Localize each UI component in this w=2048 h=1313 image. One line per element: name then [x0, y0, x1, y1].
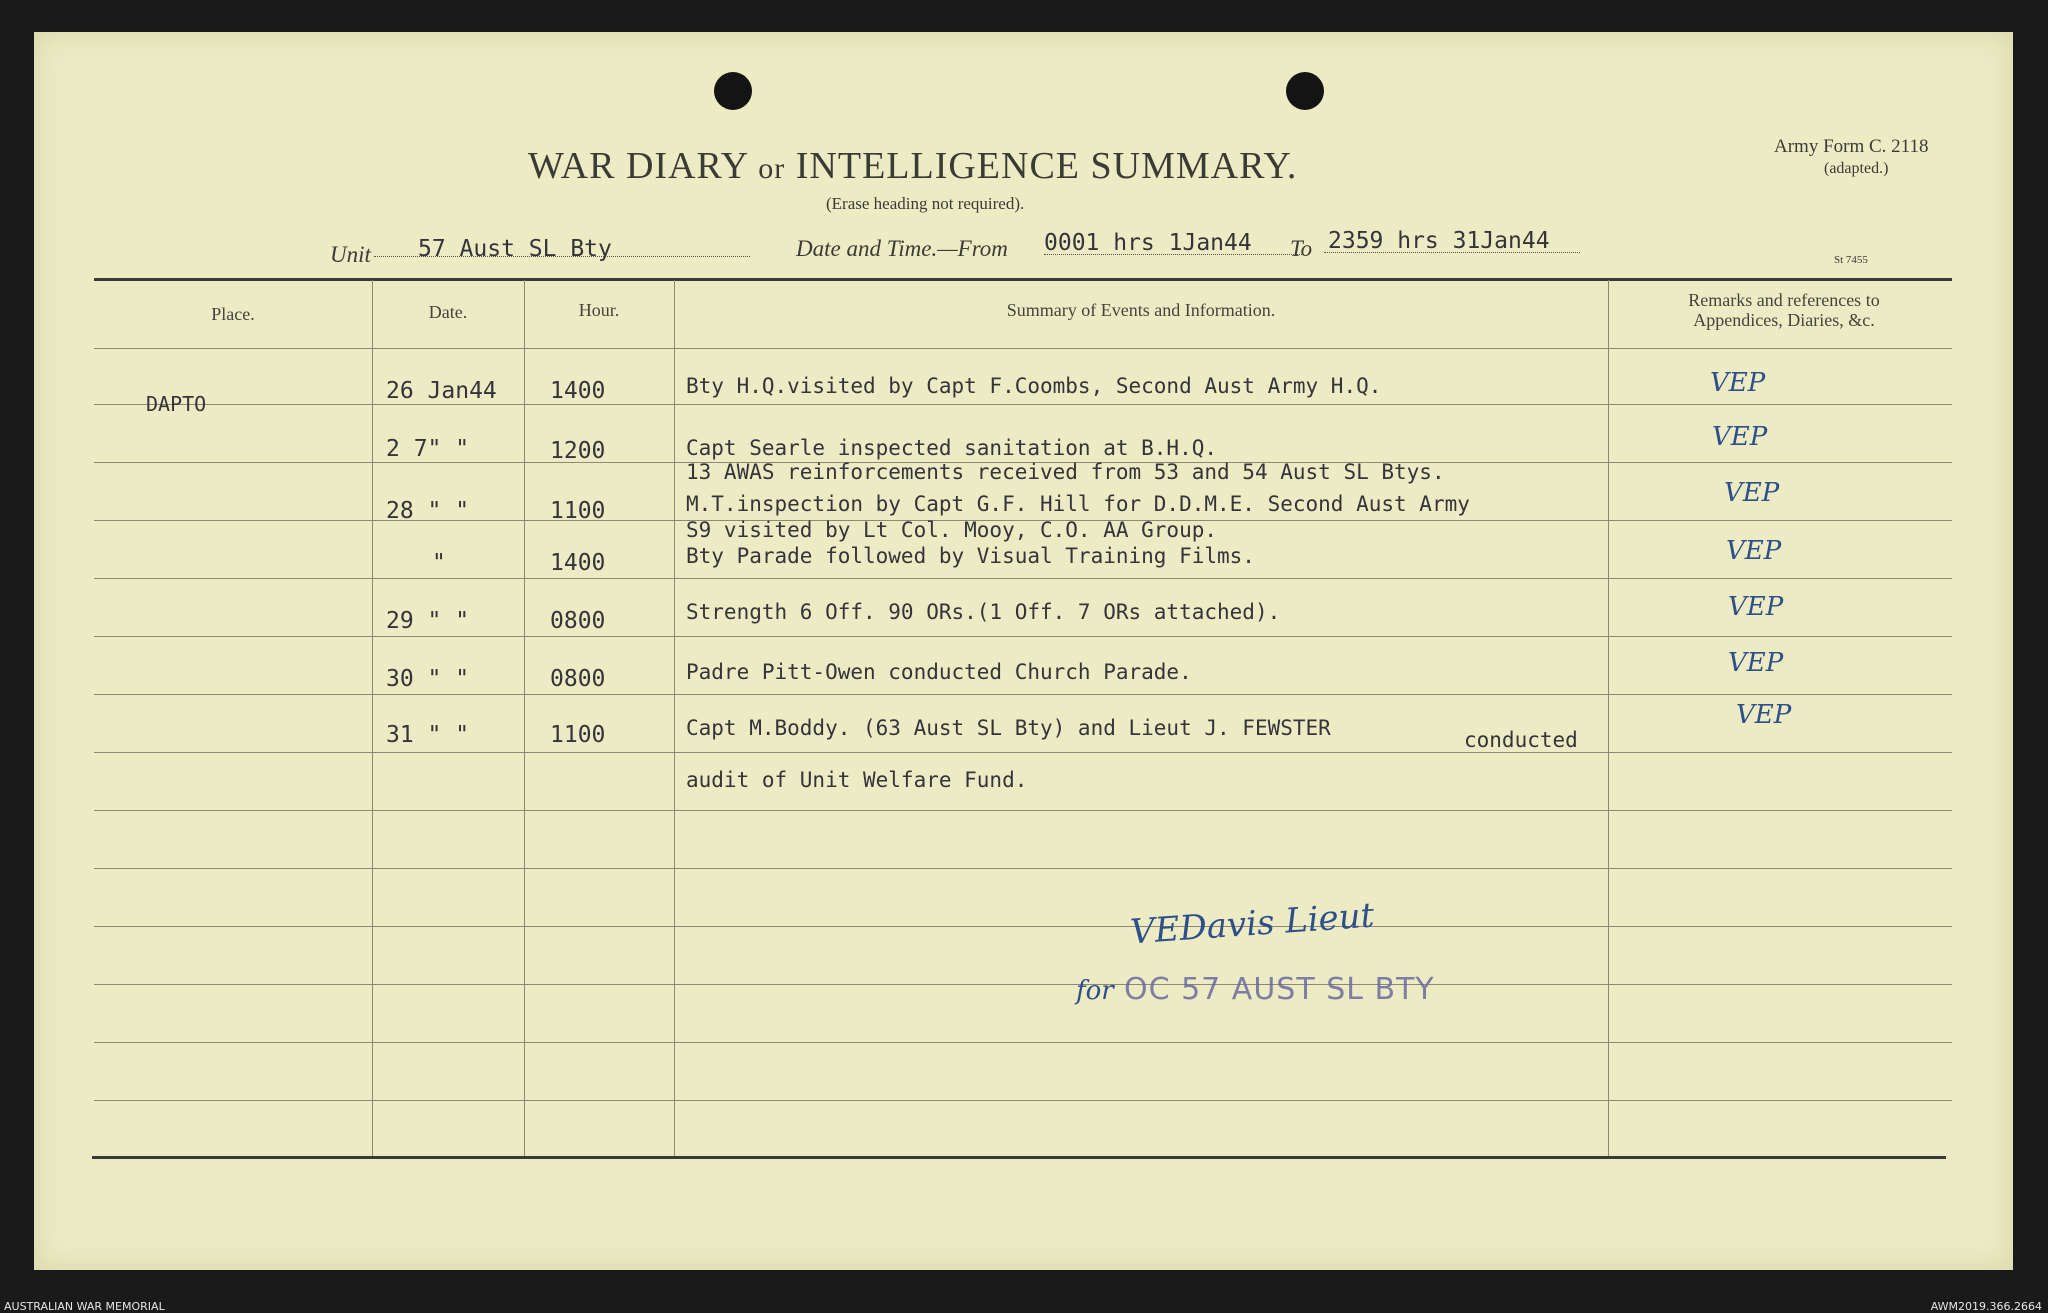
initials-vep: VEP	[1736, 700, 1792, 730]
entry-text: audit of Unit Welfare Fund.	[686, 768, 1028, 792]
entry-text: Bty Parade followed by Visual Training Films.	[686, 544, 1255, 568]
entry-hour: 1200	[550, 438, 606, 464]
col-head-remarks: Remarks and references to Appendices, Diaries, &c.	[1688, 290, 1880, 330]
entry-text: Bty H.Q.visited by Capt F.Coombs, Second Aust Army H.Q.	[686, 374, 1382, 398]
entry-place: DAPTO	[146, 392, 207, 416]
stock-number: St 7455	[1834, 254, 1868, 266]
form-title: WAR DIARY or INTELLIGENCE SUMMARY.	[528, 145, 1298, 187]
from-value: 0001 hrs 1Jan44	[1044, 230, 1252, 256]
entry-text: S9 visited by Lt Col. Mooy, C.O. AA Group.	[686, 518, 1218, 542]
handwritten-signature: VEDavis Lieut	[1128, 895, 1376, 953]
entry-text: M.T.inspection by Capt G.F. Hill for D.D.M.E. Second Aust Army	[686, 492, 1470, 516]
entry-text: conducted	[1464, 728, 1578, 752]
initials-vep: VEP	[1726, 536, 1782, 566]
entry-hour: 1100	[550, 498, 606, 524]
entry-date: 30 " "	[386, 666, 470, 692]
officer-stamp: OC 57 AUST SL BTY	[1124, 972, 1435, 1007]
entry-hour: 0800	[550, 608, 606, 634]
table-bottom-rule	[92, 1156, 1946, 1159]
punch-hole-right	[1286, 72, 1324, 110]
entry-text: Strength 6 Off. 90 ORs.(1 Off. 7 ORs attached).	[686, 600, 1281, 624]
entry-date: 31 " "	[386, 722, 470, 748]
to-value: 2359 hrs 31Jan44	[1328, 228, 1550, 254]
entry-text: Padre Pitt-Owen conducted Church Parade.	[686, 660, 1192, 684]
entry-date: 29 " "	[386, 608, 470, 634]
header-rule	[94, 348, 1952, 349]
adapted-label: (adapted.)	[1824, 160, 1889, 177]
col-divider-1	[372, 280, 373, 1156]
form-subtitle: (Erase heading not required).	[826, 194, 1025, 213]
unit-label: Unit	[330, 242, 371, 267]
col-divider-3	[674, 280, 675, 1156]
army-form-label: Army Form C. 2118	[1774, 136, 1929, 157]
entry-date: 28 " "	[386, 498, 470, 524]
ruled-line	[94, 984, 1952, 985]
ruled-line	[94, 636, 1952, 637]
entry-hour: 1100	[550, 722, 606, 748]
ruled-line	[94, 926, 1952, 927]
initials-vep: VEP	[1710, 368, 1766, 398]
entry-hour: 1400	[550, 378, 606, 404]
footer-left: AUSTRALIAN WAR MEMORIAL	[4, 1300, 165, 1313]
date-time-label: Date and Time.—From	[796, 236, 1008, 261]
col-head-hour: Hour.	[578, 300, 620, 320]
ruled-line	[94, 1100, 1952, 1101]
to-label: To	[1290, 236, 1313, 261]
col-divider-4	[1608, 280, 1609, 1156]
entry-text: 13 AWAS reinforcements received from 53 and 54 Aust SL Btys.	[686, 460, 1445, 484]
ruled-line	[94, 694, 1952, 695]
ruled-line	[94, 404, 1952, 405]
initials-vep: VEP	[1712, 422, 1768, 452]
ruled-line	[94, 578, 1952, 579]
col-head-summary: Summary of Events and Information.	[1006, 300, 1276, 320]
col-head-date: Date.	[428, 302, 468, 322]
initials-vep: VEP	[1724, 478, 1780, 508]
entry-date: 26 Jan44	[386, 378, 497, 404]
entry-text: Capt M.Boddy. (63 Aust SL Bty) and Lieut J. FEWSTER	[686, 716, 1331, 740]
initials-vep: VEP	[1728, 648, 1784, 678]
punch-hole-left	[714, 72, 752, 110]
ruled-line	[94, 752, 1952, 753]
initials-vep: VEP	[1728, 592, 1784, 622]
col-head-place: Place.	[211, 304, 255, 324]
ruled-line	[94, 810, 1952, 811]
diary-page	[34, 32, 2013, 1270]
entry-hour: 0800	[550, 666, 606, 692]
ruled-line	[94, 1042, 1952, 1043]
unit-value: 57 Aust SL Bty	[418, 236, 612, 262]
entry-date: "	[432, 550, 446, 576]
signature-for: for	[1076, 976, 1114, 1006]
entry-date: 2 7" "	[386, 436, 470, 462]
ruled-line	[94, 868, 1952, 869]
footer-right: AWM2019.366.2664	[1930, 1300, 2042, 1313]
col-divider-2	[524, 280, 525, 1156]
entry-text: Capt Searle inspected sanitation at B.H.Q.	[686, 436, 1218, 460]
entry-hour: 1400	[550, 550, 606, 576]
